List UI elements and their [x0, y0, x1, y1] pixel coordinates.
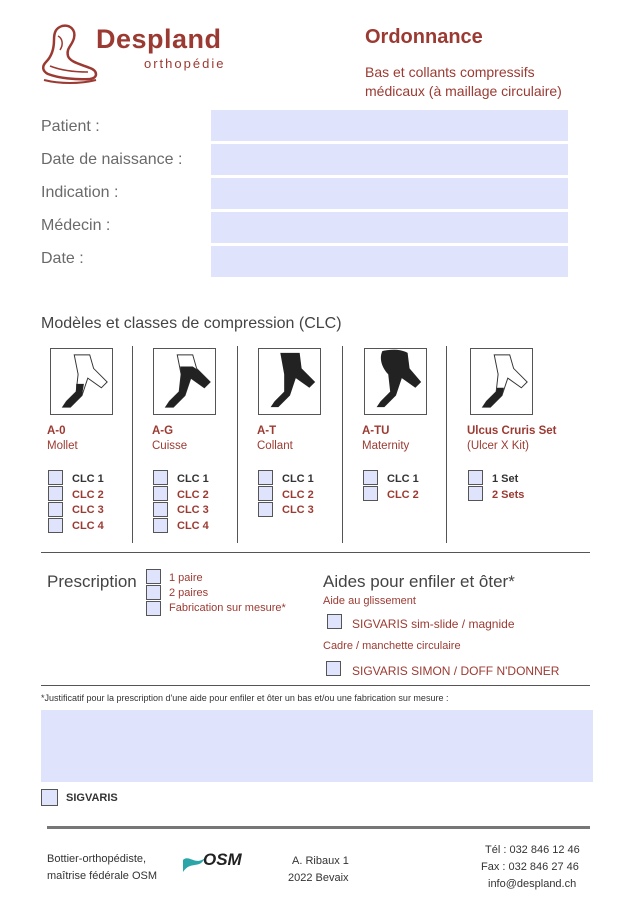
- prescription-option: 2 paires: [169, 587, 209, 599]
- model-name: (Ulcer X Kit): [467, 440, 529, 452]
- clc-label: CLC 1: [177, 473, 209, 485]
- justification-field[interactable]: [41, 710, 593, 782]
- checkbox-ag-clc3[interactable]: [153, 502, 168, 517]
- clc-label: CLC 4: [72, 520, 104, 532]
- checkbox-at-clc2[interactable]: [258, 486, 273, 501]
- footer-email: info@despland.ch: [488, 878, 577, 890]
- model-name: Cuisse: [152, 440, 188, 452]
- clc-label: CLC 2: [72, 489, 104, 501]
- column-divider: [342, 346, 343, 543]
- page-subtitle-1: Bas et collants compressifs: [365, 64, 535, 80]
- checkbox-sur-mesure[interactable]: [146, 601, 161, 616]
- footer-rule: [47, 826, 590, 829]
- checkbox-a0-clc1[interactable]: [48, 470, 63, 485]
- brand-name: Despland: [96, 24, 222, 54]
- field-label-patient: Patient :: [41, 118, 100, 135]
- osm-logo: [181, 848, 245, 878]
- clc-label: CLC 1: [387, 473, 419, 485]
- prescription-option: Fabrication sur mesure*: [169, 602, 286, 614]
- divider: [41, 685, 590, 686]
- section-title: Modèles et classes de compression (CLC): [41, 315, 342, 332]
- checkbox-sigvaris[interactable]: [41, 789, 58, 806]
- model-name: Maternity: [362, 440, 410, 452]
- column-divider: [237, 346, 238, 543]
- address-line-1: A. Ribaux 1: [292, 855, 349, 867]
- checkbox-atu-clc2[interactable]: [363, 486, 378, 501]
- brand-sub: orthopédie: [144, 56, 226, 71]
- aides-group-label: Cadre / manchette circulaire: [323, 640, 461, 652]
- checkbox-simon-doff[interactable]: [326, 661, 341, 676]
- model-code: Ulcus Cruris Set: [467, 425, 557, 437]
- field-label-doctor: Médecin :: [41, 217, 111, 234]
- clc-label: CLC 2: [177, 489, 209, 501]
- stocking-calf-icon: [50, 348, 113, 415]
- date-field[interactable]: [211, 246, 568, 277]
- model-name: Collant: [257, 440, 293, 452]
- patient-field[interactable]: [211, 110, 568, 141]
- set-label: 2 Sets: [492, 489, 525, 501]
- page-subtitle-2: médicaux (à maillage circulaire): [365, 83, 562, 99]
- field-label-indication: Indication :: [41, 184, 119, 201]
- checkbox-ag-clc1[interactable]: [153, 470, 168, 485]
- checkbox-a0-clc2[interactable]: [48, 486, 63, 501]
- checkbox-sim-slide[interactable]: [327, 614, 342, 629]
- model-code: A-G: [152, 425, 174, 437]
- clc-label: CLC 2: [387, 489, 419, 501]
- clc-label: CLC 1: [282, 473, 314, 485]
- footer-left-2: maîtrise fédérale OSM: [47, 870, 158, 882]
- clc-label: CLC 3: [177, 504, 209, 516]
- stocking-thigh-icon: [153, 348, 216, 415]
- checkbox-a0-clc4[interactable]: [48, 518, 63, 533]
- aides-option: SIGVARIS SIMON / DOFF N'DONNER: [352, 664, 560, 678]
- doctor-field[interactable]: [211, 212, 568, 243]
- foot-logo-icon: [40, 22, 100, 84]
- sigvaris-label: SIGVARIS: [66, 792, 118, 804]
- prescription-option: 1 paire: [169, 572, 203, 584]
- indication-field[interactable]: [211, 178, 568, 209]
- brand-logo: [40, 22, 240, 84]
- checkbox-at-clc1[interactable]: [258, 470, 273, 485]
- checkbox-1-paire[interactable]: [146, 569, 161, 584]
- footer-fax: Fax : 032 846 27 46: [481, 861, 579, 873]
- checkbox-at-clc3[interactable]: [258, 502, 273, 517]
- osm-logo-text: OSM: [203, 850, 242, 869]
- clc-label: CLC 2: [282, 489, 314, 501]
- checkbox-ag-clc2[interactable]: [153, 486, 168, 501]
- checkbox-ulcus-1set[interactable]: [468, 470, 483, 485]
- address-line-2: 2022 Bevaix: [288, 872, 349, 884]
- column-divider: [446, 346, 447, 543]
- clc-label: CLC 1: [72, 473, 104, 485]
- maternity-tights-icon: [364, 348, 427, 415]
- model-code: A-TU: [362, 425, 390, 437]
- aides-option: SIGVARIS sim-slide / magnide: [352, 617, 515, 631]
- field-label-birthdate: Date de naissance :: [41, 151, 183, 168]
- ulcer-kit-icon: [470, 348, 533, 415]
- model-code: A-T: [257, 425, 277, 437]
- checkbox-ulcus-2sets[interactable]: [468, 486, 483, 501]
- checkbox-ag-clc4[interactable]: [153, 518, 168, 533]
- clc-label: CLC 3: [282, 504, 314, 516]
- field-label-date: Date :: [41, 250, 84, 267]
- clc-label: CLC 3: [72, 504, 104, 516]
- tights-icon: [258, 348, 321, 415]
- divider: [41, 552, 590, 553]
- model-code: A-0: [47, 425, 66, 437]
- column-divider: [132, 346, 133, 543]
- prescription-title: Prescription: [47, 572, 137, 591]
- checkbox-atu-clc1[interactable]: [363, 470, 378, 485]
- justification-label: *Justificatif pour la prescription d'une aide pour enfiler et ôter un bas et/ou une fabrication sur mesure :: [41, 693, 449, 703]
- footer-left-1: Bottier-orthopédiste,: [47, 853, 147, 865]
- checkbox-2-paires[interactable]: [146, 585, 161, 600]
- aides-title: Aides pour enfiler et ôter*: [323, 572, 515, 591]
- birthdate-field[interactable]: [211, 144, 568, 175]
- clc-label: CLC 4: [177, 520, 209, 532]
- footer-tel: Tél : 032 846 12 46: [485, 844, 580, 856]
- checkbox-a0-clc3[interactable]: [48, 502, 63, 517]
- set-label: 1 Set: [492, 473, 519, 485]
- aides-group-label: Aide au glissement: [323, 595, 416, 607]
- page-title: Ordonnance: [365, 26, 483, 48]
- model-name: Mollet: [47, 440, 78, 452]
